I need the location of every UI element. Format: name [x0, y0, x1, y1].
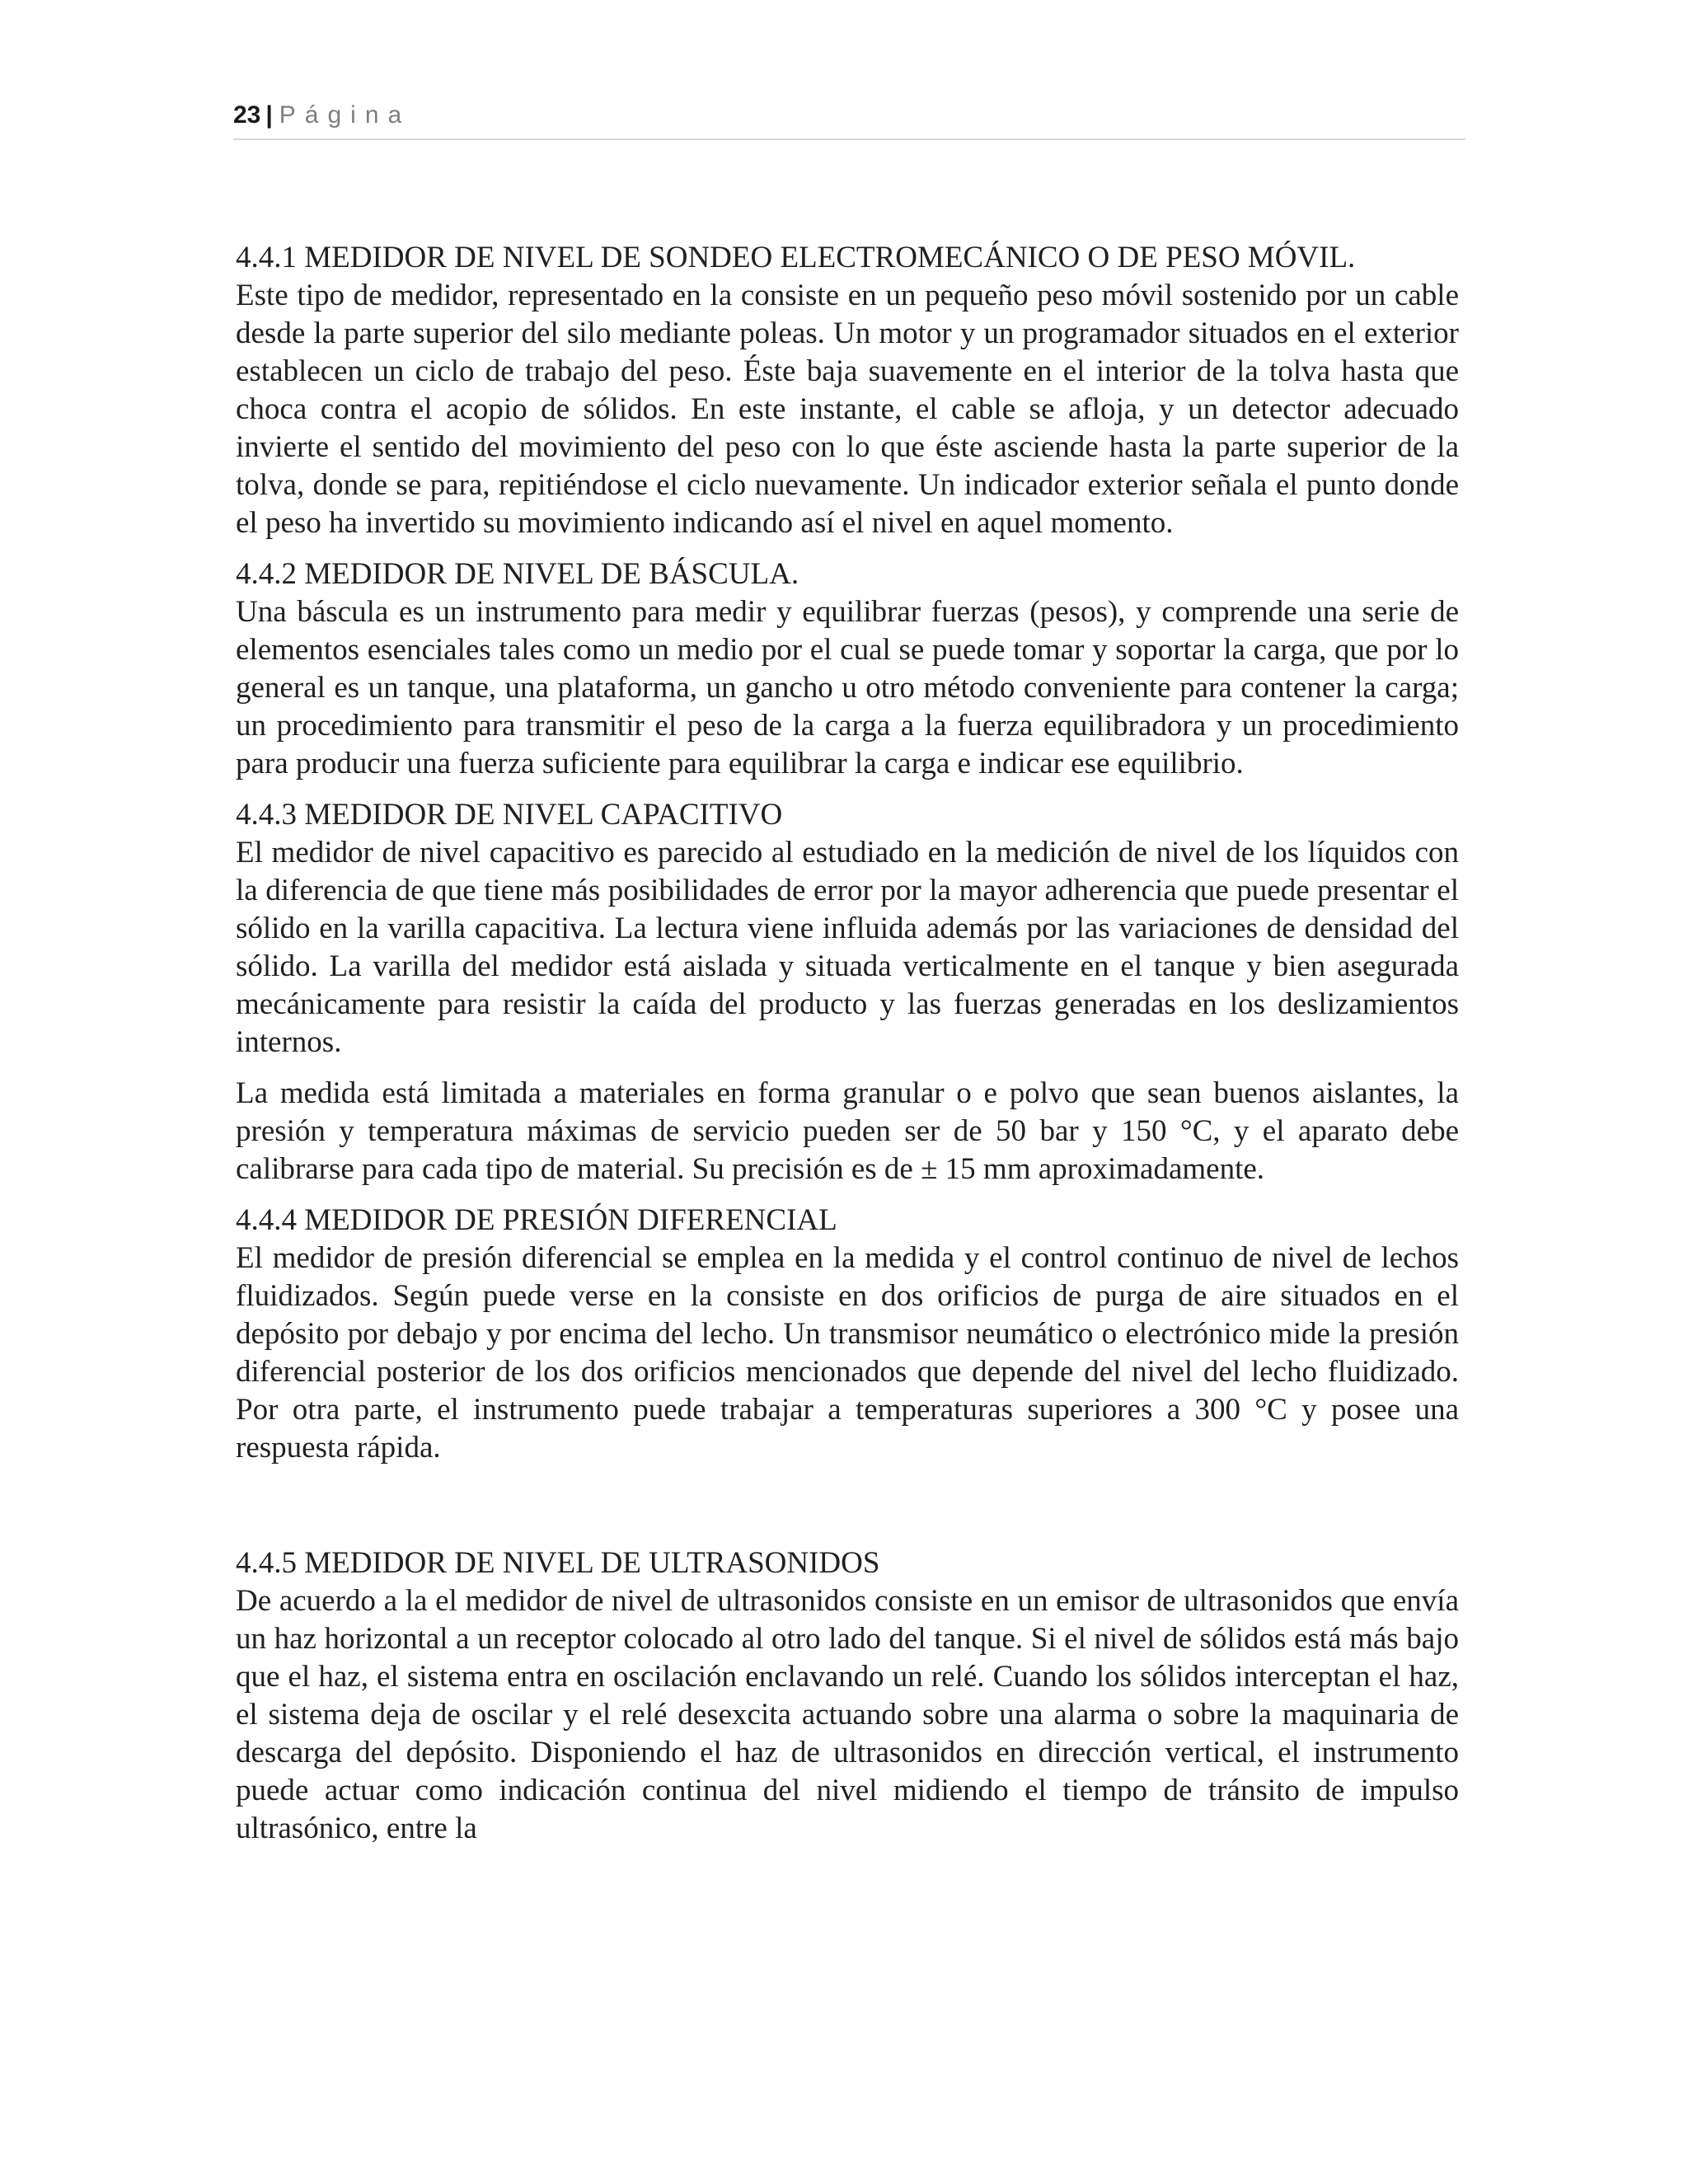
section-heading: 4.4.2 MEDIDOR DE NIVEL DE BÁSCULA. [236, 557, 799, 591]
header-separator: | [265, 101, 273, 129]
page-label: Página [279, 101, 411, 129]
page-number: 23 [233, 101, 261, 129]
section-paragraph: La medida está limitada a materiales en forma granular o e polvo que sean buenos aislantes, la presión y temperatura máximas de servicio pueden ser de 50 bar y 150 °C, y el aparato debe calibrarse para cada tipo de material. Su precisión es de ± 15 mm aproximadamente. [236, 1076, 1459, 1186]
section-4-4-3 [236, 796, 1459, 1188]
section-4-4-2 [236, 555, 1459, 783]
section-paragraph: Una báscula es un instrumento para medir y equilibrar fuerzas (pesos), y comprende una serie de elementos esenciales tales como un medio por el cual se puede tomar y soportar la carga, que por lo general es un tanque, una plataforma, un gancho u otro método conveniente para contener la carga; un procedimiento para transmitir el peso de la carga a la fuerza equilibradora y un procedimiento para producir una fuerza suficiente para equilibrar la carga e indicar ese equilibrio. [236, 595, 1459, 780]
section-paragraph: Este tipo de medidor, representado en la consiste en un pequeño peso móvil sostenido por un cable desde la parte superior del silo mediante poleas. Un motor y un programador situados en el exterior establecen un ciclo de trabajo del peso. Éste baja suavemente en el interior de la tolva hasta que choca contra el acopio de sólidos. En este instante, el cable se afloja, y un detector adecuado invierte el sentido del movimiento del peso con lo que éste asciende hasta la parte superior de la tolva, donde se para, repitiéndose el ciclo nuevamente. Un indicador exterior señala el punto donde el peso ha invertido su movimiento indicando así el nivel en aquel momento. [236, 279, 1459, 540]
section-4-4-1 [236, 239, 1459, 542]
section-4-4-5 [236, 1544, 1459, 1848]
page-header [233, 97, 1465, 140]
section-paragraph: El medidor de nivel capacitivo es parecido al estudiado en la medición de nivel de los líquidos con la diferencia de que tiene más posibilidades de error por la mayor adherencia que puede presentar el sólido en la varilla capacitiva. La lectura viene influida además por las variaciones de densidad del sólido. La varilla del medidor está aislada y situada verticalmente en el tanque y bien asegurada mecánicamente para resistir la caída del producto y las fuerzas generadas en los deslizamientos internos. [236, 836, 1459, 1059]
section-paragraph: De acuerdo a la el medidor de nivel de ultrasonidos consiste en un emisor de ultrasonidos que envía un haz horizontal a un receptor colocado al otro lado del tanque. Si el nivel de sólidos está más bajo que el haz, el sistema entra en oscilación enclavando un relé. Cuando los sólidos interceptan el haz, el sistema deja de oscilar y el relé desexcita actuando sobre una alarma o sobre la maquinaria de descarga del depósito. Disponiendo el haz de ultrasonidos en dirección vertical, el instrumento puede actuar como indicación continua del nivel midiendo el tiempo de tránsito de impulso ultrasónico, entre la [236, 1584, 1459, 1845]
section-heading: 4.4.3 MEDIDOR DE NIVEL CAPACITIVO [236, 798, 783, 832]
section-paragraph: El medidor de presión diferencial se emplea en la medida y el control continuo de nivel de lechos fluidizados. Según puede verse en la consiste en dos orificios de purga de aire situados en el depósito por debajo y por encima del lecho. Un transmisor neumático o electrónico mide la presión diferencial posterior de los dos orificios mencionados que depende del nivel del lecho fluidizado. Por otra parte, el instrumento puede trabajar a temperaturas superiores a 300 °C y posee una respuesta rápida. [236, 1241, 1459, 1465]
section-heading: 4.4.1 MEDIDOR DE NIVEL DE SONDEO ELECTROMECÁNICO O DE PESO MÓVIL. [236, 241, 1356, 274]
section-heading: 4.4.4 MEDIDOR DE PRESIÓN DIFERENCIAL [236, 1203, 837, 1237]
section-heading: 4.4.5 MEDIDOR DE NIVEL DE ULTRASONIDOS [236, 1546, 880, 1580]
section-4-4-4 [236, 1202, 1459, 1467]
page-content [236, 239, 1459, 1861]
